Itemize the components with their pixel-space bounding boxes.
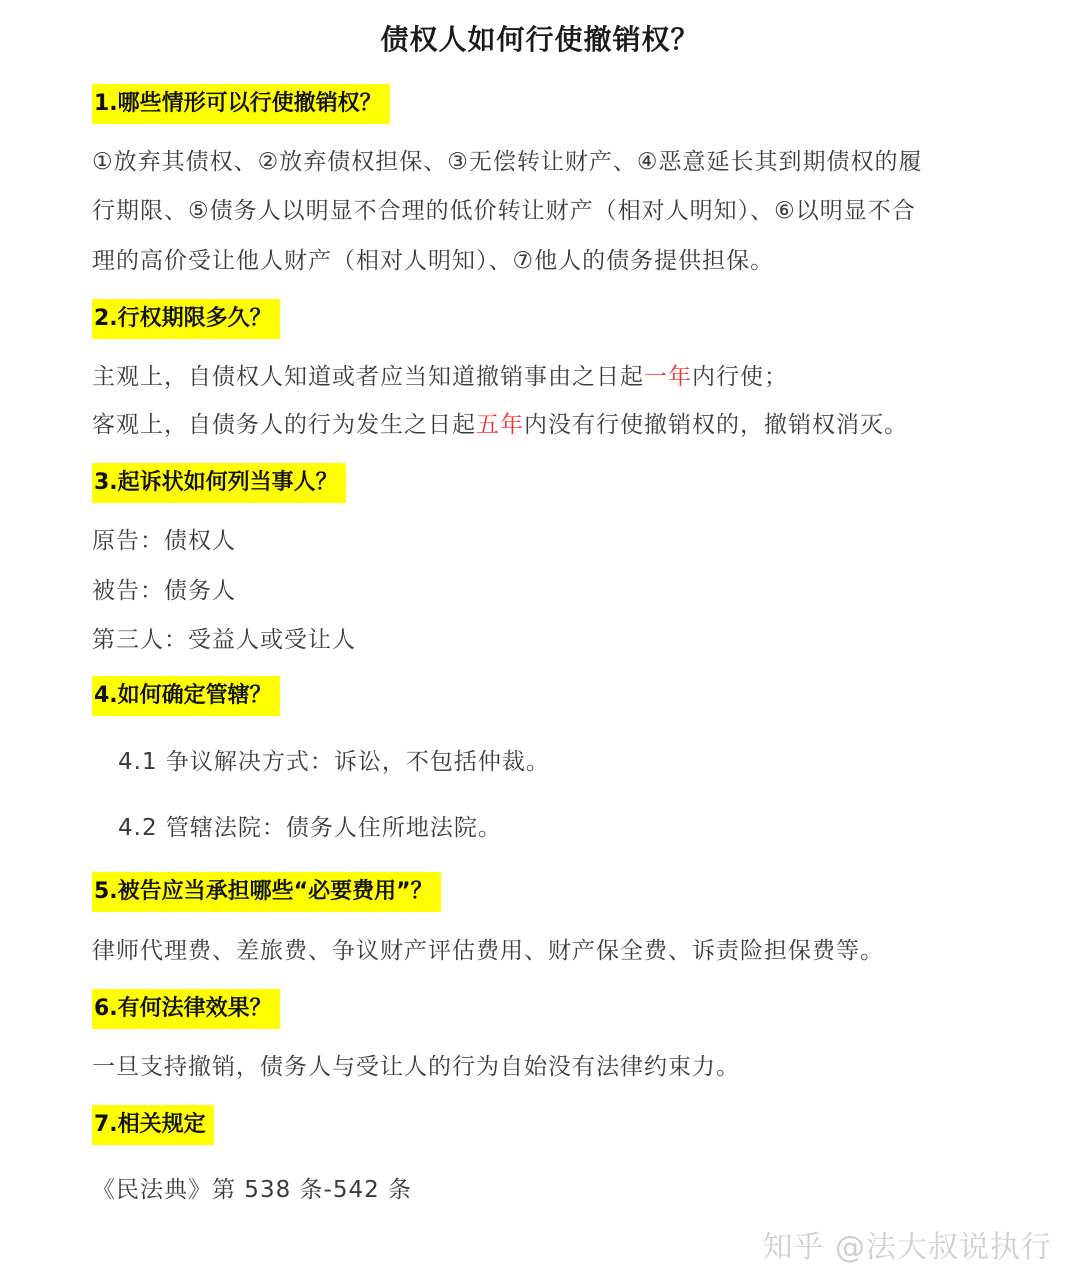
section-heading-1: 1.哪些情形可以行使撤销权？ bbox=[92, 84, 390, 124]
section-2-line-2-before: 客观上，自债务人的行为发生之日起 bbox=[92, 412, 476, 438]
section-heading-6: 6.有何法律效果？ bbox=[92, 989, 280, 1029]
section-1-line-3: 理的高价受让他人财产（相对人明知）、⑦他人的债务提供担保。 bbox=[92, 248, 775, 274]
section-1-line-1: ①放弃其债权、②放弃债权担保、③无偿转让财产、④恶意延长其到期债权的履 bbox=[92, 149, 923, 175]
section-heading-3: 3.起诉状如何列当事人？ bbox=[92, 463, 346, 503]
section-3-line-2: 被告：债务人 bbox=[92, 578, 236, 604]
section-4-line-2: 4.2 管辖法院：债务人住所地法院。 bbox=[118, 815, 502, 841]
section-4-line-1: 4.1 争议解决方式：诉讼，不包括仲裁。 bbox=[118, 749, 550, 775]
section-heading-2: 2.行权期限多久？ bbox=[92, 299, 280, 339]
section-2-line-1-after: 内行使； bbox=[692, 364, 788, 390]
section-2-line-2 bbox=[92, 409, 908, 441]
section-heading-4: 4.如何确定管辖？ bbox=[92, 676, 280, 716]
section-5-line-1: 律师代理费、差旅费、争议财产评估费用、财产保全费、诉责险担保费等。 bbox=[92, 938, 884, 964]
section-1-line-2: 行期限、⑤债务人以明显不合理的低价转让财产（相对人明知）、⑥以明显不合 bbox=[92, 198, 916, 224]
one-year-highlight: 一年 bbox=[644, 364, 692, 390]
page-title: 债权人如何行使撤销权？ bbox=[380, 23, 700, 56]
section-2-line-1 bbox=[92, 361, 788, 393]
section-heading-7: 7.相关规定 bbox=[92, 1105, 214, 1145]
section-2-line-2-after: 内没有行使撤销权的，撤销权消灭。 bbox=[524, 412, 908, 438]
section-heading-5: 5.被告应当承担哪些“必要费用”？ bbox=[92, 872, 441, 912]
section-6-line-1: 一旦支持撤销，债务人与受让人的行为自始没有法律约束力。 bbox=[92, 1054, 740, 1080]
five-year-highlight: 五年 bbox=[476, 412, 524, 438]
section-3-line-3: 第三人：受益人或受让人 bbox=[92, 627, 356, 653]
section-7-line-1: 《民法典》第 538 条-542 条 bbox=[92, 1177, 413, 1203]
section-2-line-1-before: 主观上，自债权人知道或者应当知道撤销事由之日起 bbox=[92, 364, 644, 390]
section-3-line-1: 原告：债权人 bbox=[92, 528, 236, 554]
zhihu-watermark: 知乎 @法大叔说执行 bbox=[762, 1230, 1052, 1265]
